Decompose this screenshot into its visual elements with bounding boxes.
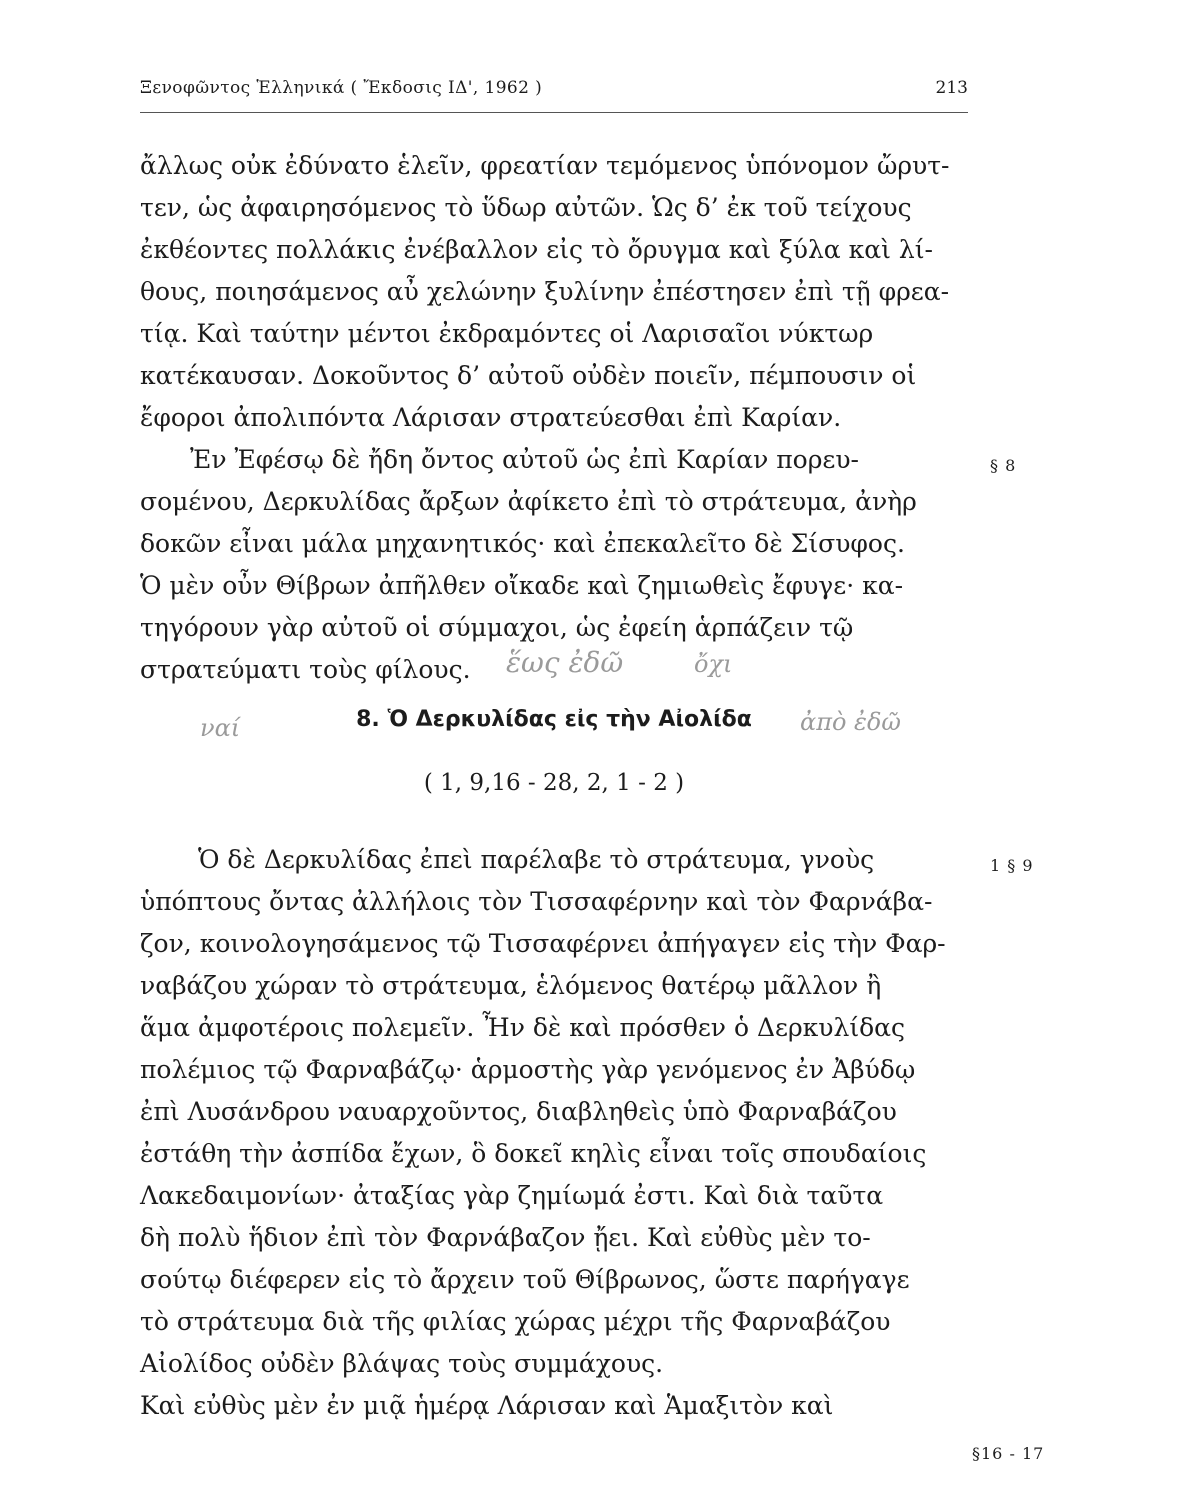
handwritten-note: ἀπὸ ἐδῶ <box>800 708 901 736</box>
page-number: 213 <box>935 78 968 98</box>
text-line: σομένου, Δερκυλίδας ἄρξων ἀφίκετο ἐπὶ τὸ στράτευμα, ἀνὴρ <box>140 487 917 516</box>
handwritten-note: ἕως ἐδῶ <box>506 646 624 679</box>
text-line: σούτῳ διέφερεν εἰς τὸ ἄρχειν τοῦ Θίβρωνος, ὥστε παρήγαγε <box>140 1265 910 1294</box>
text-line: ζον, κοινολογησάμενος τῷ Τισσαφέρνει ἀπήγαγεν εἰς τὴν Φαρ- <box>140 929 946 958</box>
text-line: στρατεύματι τοὺς φίλους. <box>140 655 471 684</box>
text-line: ἐπὶ Λυσάνδρου ναυαρχοῦντος, διαβληθεὶς ὑπὸ Φαρναβάζου <box>140 1097 897 1126</box>
section-reference: ( 1, 9,16 - 28, 2, 1 - 2 ) <box>423 770 685 796</box>
text-line: ἔφοροι ἀπολιπόντα Λάρισαν στρατεύεσθαι ἐπὶ Καρίαν. <box>140 403 842 432</box>
text-line: ἐκθέοντες πολλάκις ἐνέβαλλον εἰς τὸ ὄρυγμα καὶ ξύλα καὶ λί- <box>140 235 933 264</box>
text-line: Λακεδαιμονίων· ἀταξίας γὰρ ζημίωμά ἐστι. Καὶ διὰ ταῦτα <box>140 1181 884 1210</box>
margin-note-section: 1 § 9 <box>990 856 1034 875</box>
handwritten-note: ναί <box>200 714 241 742</box>
text-line: δοκῶν εἶναι μάλα μηχανητικός· καὶ ἐπεκαλεῖτο δὲ Σίσυφος. <box>140 529 905 558</box>
text-line: ἅμα ἀμφοτέροις πολεμεῖν. Ἦν δὲ καὶ πρόσθεν ὁ Δερκυλίδας <box>140 1013 906 1042</box>
running-title: Ξενοφῶντος Ἑλληνικά ( Ἔκδοσις ΙΔ', 1962 ) <box>140 78 543 98</box>
text-line: δὴ πολὺ ἥδιον ἐπὶ τὸν Φαρνάβαζον ᾔει. Καὶ εὐθὺς μὲν το- <box>140 1223 871 1252</box>
text-line: τεν, ὡς ἀφαιρησόμενος τὸ ὕδωρ αὐτῶν. Ὡς δ’ ἐκ τοῦ τείχους <box>140 193 912 222</box>
text-line: κατέκαυσαν. Δοκοῦντος δ’ αὐτοῦ οὐδὲν ποιεῖν, πέμπουσιν οἱ <box>140 361 917 390</box>
text-line: ἄλλως οὐκ ἐδύνατο ἑλεῖν, φρεατίαν τεμόμενος ὑπόνομον ὤρυτ- <box>140 151 950 180</box>
text-line: τίᾳ. Καὶ ταύτην μέντοι ἐκδραμόντες οἱ Λαρισαῖοι νύκτωρ <box>140 319 874 348</box>
text-line: Ὁ μὲν οὖν Θίβρων ἀπῆλθεν οἴκαδε καὶ ζημιωθεὶς ἔφυγε· κα- <box>140 571 904 600</box>
text-line: ναβάζου χώραν τὸ στράτευμα, ἑλόμενος θατέρῳ μᾶλλον ἢ <box>140 971 882 1000</box>
section-heading: 8. Ὁ Δερκυλίδας εἰς τὴν Αἰολίδα <box>356 707 752 732</box>
text-line: ἐστάθη τὴν ἀσπίδα ἔχων, ὃ δοκεῖ κηλὶς εἶναι τοῖς σπουδαίοις <box>140 1139 927 1168</box>
text-line: θους, ποιησάμενος αὖ χελώνην ξυλίνην ἐπέστησεν ἐπὶ τῇ φρεα- <box>140 277 950 306</box>
text-line: Καὶ εὐθὺς μὲν ἐν μιᾷ ἡμέρᾳ Λάρισαν καὶ Ἁμαξιτὸν καὶ <box>140 1391 834 1420</box>
text-line: ὑπόπτους ὄντας ἀλλήλοις τὸν Τισσαφέρνην καὶ τὸν Φαρνάβα- <box>140 887 933 916</box>
text-line: Ἐν Ἐφέσῳ δὲ ἤδη ὄντος αὐτοῦ ὡς ἐπὶ Καρίαν πορευ- <box>190 445 859 474</box>
margin-note-section: § 8 <box>990 456 1017 475</box>
margin-note-section: §16 - 17 <box>972 1444 1045 1463</box>
handwritten-note: ὄχι <box>694 650 733 678</box>
text-line: τηγόρουν γὰρ αὐτοῦ οἱ σύμμαχοι, ὡς ἐφείη ἁρπάζειν τῷ <box>140 613 854 642</box>
page-header <box>140 72 968 113</box>
text-line: τὸ στράτευμα διὰ τῆς φιλίας χώρας μέχρι τῆς Φαρναβάζου <box>140 1307 891 1336</box>
text-line: Ὁ δὲ Δερκυλίδας ἐπεὶ παρέλαβε τὸ στράτευμα, γνοὺς <box>198 845 875 874</box>
text-line: Αἰολίδος οὐδὲν βλάψας τοὺς συμμάχους. <box>140 1349 664 1378</box>
text-line: πολέμιος τῷ Φαρναβάζῳ· ἁρμοστὴς γὰρ γενόμενος ἐν Ἀβύδῳ <box>140 1055 916 1084</box>
